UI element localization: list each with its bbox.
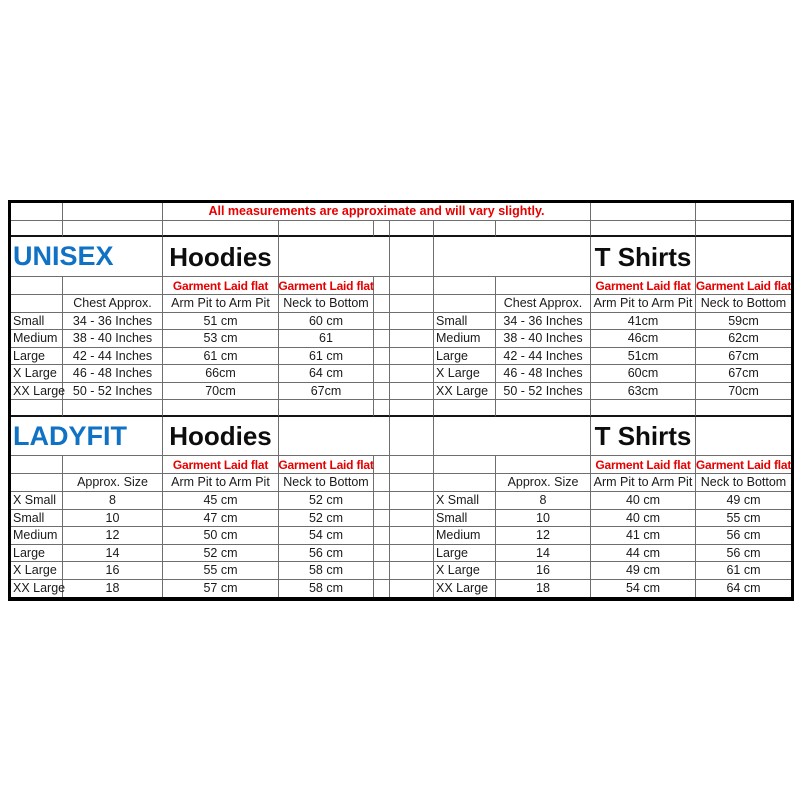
- table-row: [11, 510, 791, 527]
- size-label-cell: Medium: [434, 527, 496, 545]
- measurement-cell: 41cm: [591, 313, 696, 330]
- spacer-cell: [374, 562, 390, 580]
- measurement-cell: 42 - 44 Inches: [63, 348, 163, 365]
- measurement-cell: 60cm: [591, 365, 696, 383]
- spacer-cell: [11, 456, 63, 474]
- measurement-cell: 56 cm: [279, 545, 374, 562]
- measurement-cell: 18: [63, 580, 163, 597]
- size-label-cell: Large: [434, 348, 496, 365]
- spacer-cell: [374, 474, 390, 492]
- spacer-cell: [390, 383, 434, 400]
- measurement-cell: 16: [63, 562, 163, 580]
- measurement-cell: 64 cm: [279, 365, 374, 383]
- spacer-cell: [374, 383, 390, 400]
- spacer-cell: [390, 474, 434, 492]
- column-header: Neck to Bottom: [696, 474, 791, 492]
- measurements-note: All measurements are approximate and will vary slightly.: [163, 203, 591, 221]
- empty-row: [11, 400, 791, 417]
- spacer-cell: [696, 237, 791, 277]
- spacer-cell: [496, 221, 591, 237]
- measurement-cell: 44 cm: [591, 545, 696, 562]
- spacer-cell: [390, 365, 434, 383]
- spacer-cell: [390, 313, 434, 330]
- spacer-cell: [63, 277, 163, 295]
- spacer-cell: [374, 348, 390, 365]
- column-header: Arm Pit to Arm Pit: [591, 295, 696, 313]
- size-label-cell: Large: [11, 545, 63, 562]
- spacer-cell: [390, 277, 434, 295]
- unisex-title-row: [11, 237, 791, 277]
- measurement-cell: 46 - 48 Inches: [63, 365, 163, 383]
- table-row: [11, 545, 791, 562]
- garment-laid-flat-label: Garment Laid flat: [696, 456, 791, 474]
- measurement-cell: 52 cm: [163, 545, 279, 562]
- column-header: Neck to Bottom: [279, 295, 374, 313]
- measurement-cell: 61: [279, 330, 374, 348]
- garment-laid-flat-label: Garment Laid flat: [279, 456, 374, 474]
- spacer-cell: [63, 221, 163, 237]
- size-label-cell: Large: [11, 348, 63, 365]
- unisex-garment-row: [11, 277, 791, 295]
- spacer-cell: [11, 400, 63, 417]
- spacer-cell: [390, 580, 434, 597]
- spacer-cell: [374, 510, 390, 527]
- spacer-cell: [434, 417, 591, 456]
- spacer-cell: [390, 527, 434, 545]
- measurement-cell: 45 cm: [163, 492, 279, 510]
- table-row: [11, 580, 791, 597]
- measurement-cell: 53 cm: [163, 330, 279, 348]
- spacer-cell: [279, 237, 390, 277]
- size-label-cell: Small: [11, 313, 63, 330]
- spacer-cell: [374, 277, 390, 295]
- measurement-cell: 47 cm: [163, 510, 279, 527]
- unisex-header-row: [11, 295, 791, 313]
- measurement-cell: 54 cm: [279, 527, 374, 545]
- table-row: [11, 527, 791, 545]
- ladyfit-tshirts-title: T Shirts: [591, 417, 696, 456]
- measurement-cell: 61 cm: [279, 348, 374, 365]
- measurement-cell: 52 cm: [279, 510, 374, 527]
- size-label-cell: X Small: [11, 492, 63, 510]
- measurement-cell: 54 cm: [591, 580, 696, 597]
- measurement-cell: 40 cm: [591, 492, 696, 510]
- size-label-cell: XX Large: [434, 580, 496, 597]
- spacer-cell: [374, 365, 390, 383]
- note-row: [11, 203, 791, 221]
- measurement-cell: 50 cm: [163, 527, 279, 545]
- measurement-cell: 60 cm: [279, 313, 374, 330]
- spacer-cell: [390, 492, 434, 510]
- measurement-cell: 34 - 36 Inches: [496, 313, 591, 330]
- spacer-cell: [163, 221, 279, 237]
- measurement-cell: 62cm: [696, 330, 791, 348]
- spacer-cell: [163, 400, 279, 417]
- measurement-cell: 67cm: [696, 348, 791, 365]
- measurement-cell: 51 cm: [163, 313, 279, 330]
- spacer-cell: [591, 203, 696, 221]
- column-header: Chest Approx.: [496, 295, 591, 313]
- measurement-cell: 38 - 40 Inches: [63, 330, 163, 348]
- ladyfit-title-row: [11, 417, 791, 456]
- spacer-cell: [390, 545, 434, 562]
- table-row: [11, 330, 791, 348]
- size-label-cell: XX Large: [11, 383, 63, 400]
- table-row: [11, 313, 791, 330]
- spacer-cell: [434, 221, 496, 237]
- table-row: [11, 365, 791, 383]
- measurement-cell: 55 cm: [163, 562, 279, 580]
- garment-laid-flat-label: Garment Laid flat: [163, 277, 279, 295]
- table-row: [11, 383, 791, 400]
- size-label-cell: Medium: [11, 330, 63, 348]
- measurement-cell: 14: [496, 545, 591, 562]
- spacer-cell: [11, 221, 63, 237]
- measurement-cell: 66cm: [163, 365, 279, 383]
- size-label-cell: Small: [11, 510, 63, 527]
- size-label-cell: Small: [434, 510, 496, 527]
- spacer-cell: [434, 277, 496, 295]
- spacer-cell: [496, 456, 591, 474]
- size-label-cell: X Large: [11, 562, 63, 580]
- spacer-cell: [374, 456, 390, 474]
- measurement-cell: 49 cm: [591, 562, 696, 580]
- measurement-cell: 8: [496, 492, 591, 510]
- measurement-cell: 70cm: [696, 383, 791, 400]
- empty-row: [11, 221, 791, 237]
- table-row: [11, 492, 791, 510]
- measurement-cell: 51cm: [591, 348, 696, 365]
- measurement-cell: 67cm: [696, 365, 791, 383]
- table-row: [11, 562, 791, 580]
- spacer-cell: [374, 492, 390, 510]
- ladyfit-hoodies-title: Hoodies: [163, 417, 279, 456]
- spacer-cell: [434, 295, 496, 313]
- spacer-cell: [496, 400, 591, 417]
- spacer-cell: [374, 545, 390, 562]
- measurement-cell: 41 cm: [591, 527, 696, 545]
- size-label-cell: Medium: [434, 330, 496, 348]
- ladyfit-header-row: [11, 474, 791, 492]
- size-label-cell: XX Large: [434, 383, 496, 400]
- garment-laid-flat-label: Garment Laid flat: [279, 277, 374, 295]
- size-label-cell: X Small: [434, 492, 496, 510]
- spacer-cell: [374, 330, 390, 348]
- measurement-cell: 14: [63, 545, 163, 562]
- measurement-cell: 10: [63, 510, 163, 527]
- measurement-cell: 46 - 48 Inches: [496, 365, 591, 383]
- spacer-cell: [390, 417, 434, 456]
- measurement-cell: 42 - 44 Inches: [496, 348, 591, 365]
- spacer-cell: [390, 330, 434, 348]
- spacer-cell: [11, 203, 63, 221]
- measurement-cell: 59cm: [696, 313, 791, 330]
- size-chart-table: [8, 200, 794, 601]
- measurement-cell: 18: [496, 580, 591, 597]
- measurement-cell: 55 cm: [696, 510, 791, 527]
- unisex-tshirts-title: T Shirts: [591, 237, 696, 277]
- spacer-cell: [390, 295, 434, 313]
- spacer-cell: [374, 221, 390, 237]
- spacer-cell: [390, 400, 434, 417]
- measurement-cell: 57 cm: [163, 580, 279, 597]
- spacer-cell: [279, 221, 374, 237]
- size-label-cell: X Large: [434, 365, 496, 383]
- measurement-cell: 50 - 52 Inches: [63, 383, 163, 400]
- spacer-cell: [434, 456, 496, 474]
- size-label-cell: X Large: [434, 562, 496, 580]
- size-label-cell: Small: [434, 313, 496, 330]
- spacer-cell: [63, 203, 163, 221]
- measurement-cell: 58 cm: [279, 562, 374, 580]
- measurement-cell: 61 cm: [163, 348, 279, 365]
- garment-laid-flat-label: Garment Laid flat: [696, 277, 791, 295]
- spacer-cell: [591, 221, 696, 237]
- unisex-hoodies-title: Hoodies: [163, 237, 279, 277]
- spacer-cell: [390, 237, 434, 277]
- spacer-cell: [374, 580, 390, 597]
- size-label-cell: X Large: [11, 365, 63, 383]
- column-header: Arm Pit to Arm Pit: [163, 295, 279, 313]
- size-label-cell: Large: [434, 545, 496, 562]
- spacer-cell: [434, 400, 496, 417]
- measurement-cell: 67cm: [279, 383, 374, 400]
- spacer-cell: [374, 313, 390, 330]
- size-label-cell: XX Large: [13, 581, 66, 596]
- garment-laid-flat-label: Garment Laid flat: [591, 277, 696, 295]
- measurement-cell: 12: [63, 527, 163, 545]
- spacer-cell: [434, 237, 591, 277]
- spacer-cell: [696, 221, 791, 237]
- measurement-cell: 40 cm: [591, 510, 696, 527]
- spacer-cell: [496, 277, 591, 295]
- spacer-cell: [374, 400, 390, 417]
- spacer-cell: [696, 203, 791, 221]
- column-header: Approx. Size: [496, 474, 591, 492]
- spacer-cell: [11, 474, 63, 492]
- spacer-cell: [390, 562, 434, 580]
- spacer-cell: [390, 348, 434, 365]
- column-header: Arm Pit to Arm Pit: [591, 474, 696, 492]
- column-header: Neck to Bottom: [279, 474, 374, 492]
- spacer-cell: [11, 277, 63, 295]
- size-label-cell: Medium: [11, 527, 63, 545]
- measurement-cell: 70cm: [163, 383, 279, 400]
- measurement-cell: 63cm: [591, 383, 696, 400]
- measurement-cell: 12: [496, 527, 591, 545]
- spacer-cell: [11, 295, 63, 313]
- garment-laid-flat-label: Garment Laid flat: [163, 456, 279, 474]
- spacer-cell: [696, 400, 791, 417]
- measurement-cell: 10: [496, 510, 591, 527]
- spacer-cell: [696, 417, 791, 456]
- measurement-cell: 58 cm: [279, 580, 374, 597]
- spacer-cell: [434, 474, 496, 492]
- measurement-cell: 8: [63, 492, 163, 510]
- spacer-cell: [591, 400, 696, 417]
- measurement-cell: 50 - 52 Inches: [496, 383, 591, 400]
- measurement-cell: 38 - 40 Inches: [496, 330, 591, 348]
- spacer-cell: [63, 400, 163, 417]
- measurement-cell: 52 cm: [279, 492, 374, 510]
- measurement-cell: 56 cm: [696, 527, 791, 545]
- measurement-cell: 64 cm: [726, 581, 761, 596]
- column-header: Neck to Bottom: [696, 295, 791, 313]
- spacer-cell: [390, 456, 434, 474]
- spacer-cell: [279, 417, 390, 456]
- spacer-cell: [63, 456, 163, 474]
- ladyfit-garment-row: [11, 456, 791, 474]
- garment-laid-flat-label: Garment Laid flat: [591, 456, 696, 474]
- measurement-cell: 34 - 36 Inches: [63, 313, 163, 330]
- measurement-cell: 61 cm: [696, 562, 791, 580]
- section-title-ladyfit: LADYFIT: [11, 417, 163, 456]
- measurement-cell: 46cm: [591, 330, 696, 348]
- section-title-unisex: UNISEX: [11, 237, 163, 277]
- table-row: [11, 348, 791, 365]
- spacer-cell: [279, 400, 374, 417]
- measurement-cell: 16: [496, 562, 591, 580]
- column-header: Chest Approx.: [63, 295, 163, 313]
- measurement-cell: 49 cm: [696, 492, 791, 510]
- spacer-cell: [390, 221, 434, 237]
- column-header: Approx. Size: [63, 474, 163, 492]
- column-header: Arm Pit to Arm Pit: [163, 474, 279, 492]
- spacer-cell: [390, 510, 434, 527]
- spacer-cell: [374, 527, 390, 545]
- measurement-cell: 56 cm: [696, 545, 791, 562]
- spacer-cell: [374, 295, 390, 313]
